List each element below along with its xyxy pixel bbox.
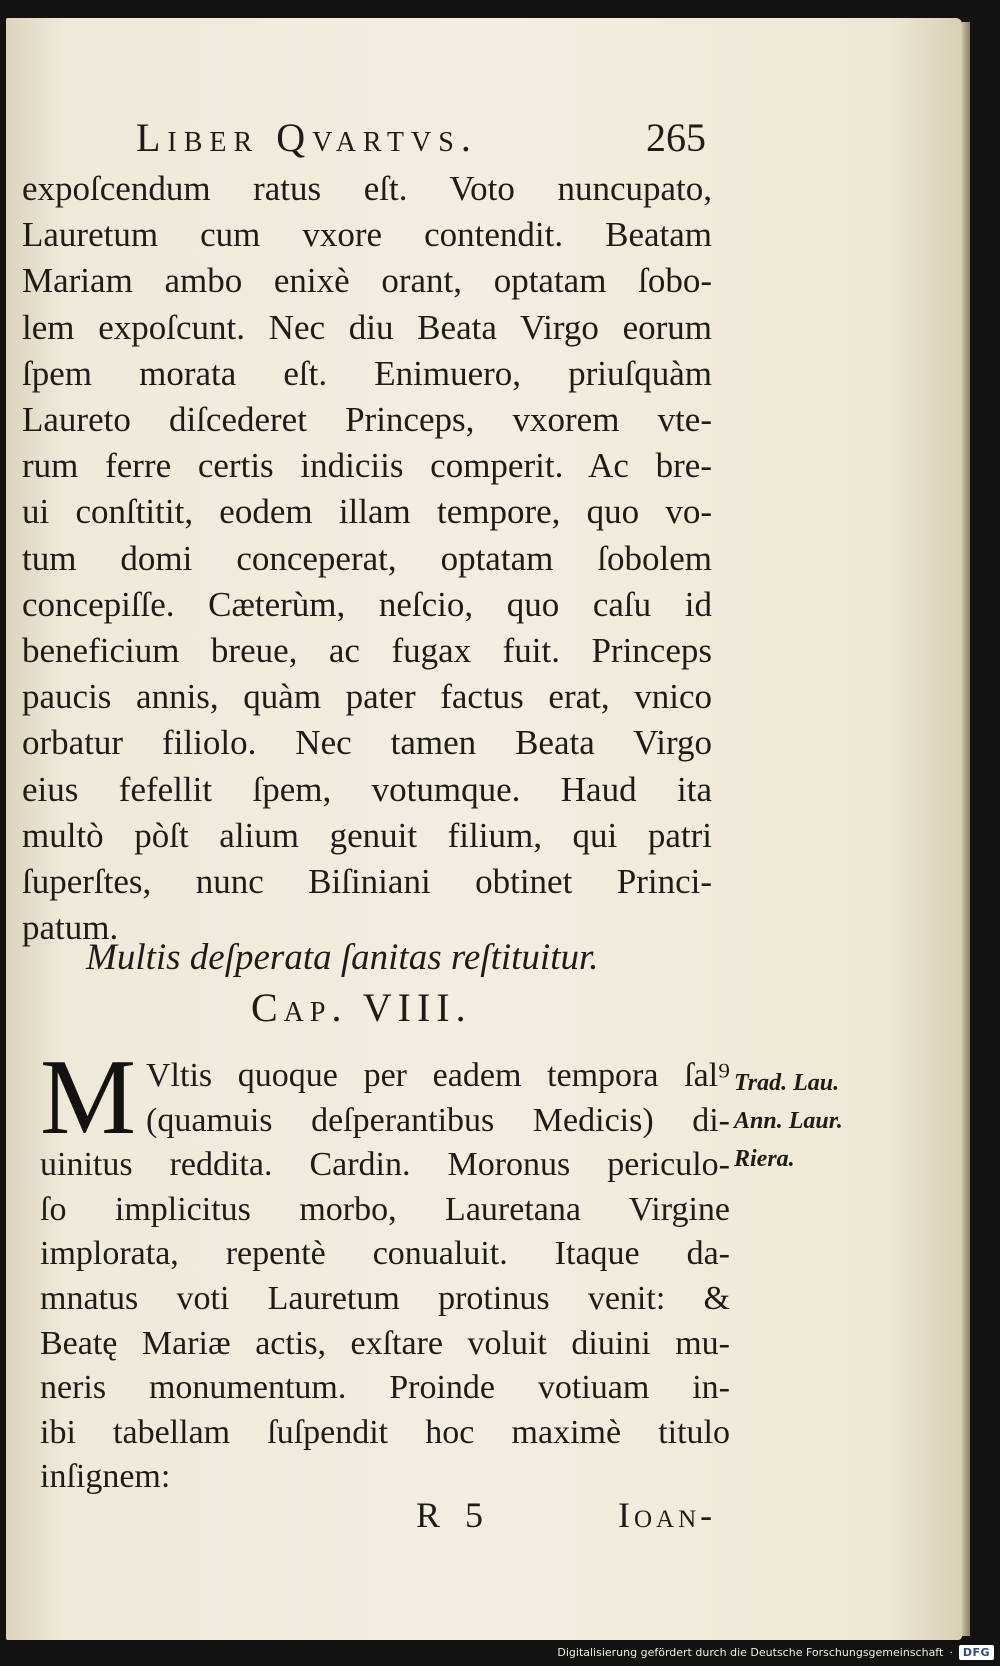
text-line: Beatę Mariæ actis, exſtare voluit diuini mu- [40,1324,730,1362]
catchword: Ioan- [618,1495,717,1535]
book-page [6,18,962,1640]
text-line: ui conſtitit, eodem illam tempore, quo vo- [22,492,712,532]
text-line: ſuperſtes, nunc Biſiniani obtinet Princi- [22,862,712,902]
text-line: multò pòſt alium genuit filium, qui patri [22,815,712,855]
text-line: Mariam ambo enixè orant, optatam ſobo- [22,261,712,301]
signature-mark: R 5 [416,1495,492,1535]
text-line: ibi tabellam ſuſpendit hoc maximè titulo [40,1413,730,1451]
credit-separator: · [949,1645,953,1659]
chapter-paragraph [40,1054,730,1500]
margin-note: Riera. [734,1146,795,1172]
text-line: orbatur filiolo. Nec tamen Beata Virgo [22,723,712,763]
body-paragraph [22,166,712,951]
text-line: uinitus reddita. Cardin. Moronus periculo- [40,1146,730,1184]
dfg-logo[interactable]: DFG [959,1645,994,1660]
section-title: Multis deſperata ſanitas reſtituitur. [86,937,599,978]
margin-note: Ann. Laur. [734,1108,843,1134]
text-line: neris monumentum. Proinde votiuam in- [40,1369,730,1407]
text-line: beneficium breue, ac fugax fuit. Princeps [22,631,712,671]
text-line: (quamuis deſperantibus Medicis) di- [146,1101,730,1139]
text-line: eius fefellit ſpem, votumque. Haud ita [22,769,712,809]
margin-note: Trad. Lau. [734,1070,840,1096]
drop-cap: M [40,1038,137,1157]
running-title: Liber Qvartvs. [136,115,478,160]
text-line: Lauretum cum vxore contendit. Beatam [22,215,712,255]
text-line: Vltis quoque per eadem tempora ſal⁹ [146,1057,730,1094]
text-line: concepiſſe. Cæterùm, neſcio, quo caſu id [22,584,712,624]
page-number: 265 [646,115,706,160]
text-line: tum domi conceperat, optatam ſobolem [22,538,712,578]
text-line: ſpem morata eſt. Enimuero, priuſquàm [22,353,712,393]
text-line: expoſcendum ratus eſt. Voto nuncupato, [22,169,712,208]
text-line: paucis annis, quàm pater factus erat, vnico [22,677,712,717]
text-line: Laureto diſcederet Princeps, vxorem vte- [22,400,712,440]
text-line: lem expoſcunt. Nec diu Beata Virgo eorum [22,307,712,347]
text-line: implorata, repentè conualuit. Itaque da- [40,1235,730,1273]
text-line: inſignem: [40,1458,171,1496]
digitization-credit [557,1642,994,1662]
text-line: mnatus voti Lauretum protinus venit: & [40,1279,730,1317]
credit-text: Digitalisierung gefördert durch die Deutsche Forschungsgemeinschaft [557,1645,944,1659]
chapter-label: Cap. VIII. [251,985,472,1030]
text-line: patum. [22,908,119,948]
page-header [136,114,706,164]
text-line: ſo implicitus morbo, Lauretana Virgine [40,1190,730,1228]
margin-notes [734,1064,904,1178]
text-line: rum ferre certis indiciis comperit. Ac bre- [22,446,712,486]
